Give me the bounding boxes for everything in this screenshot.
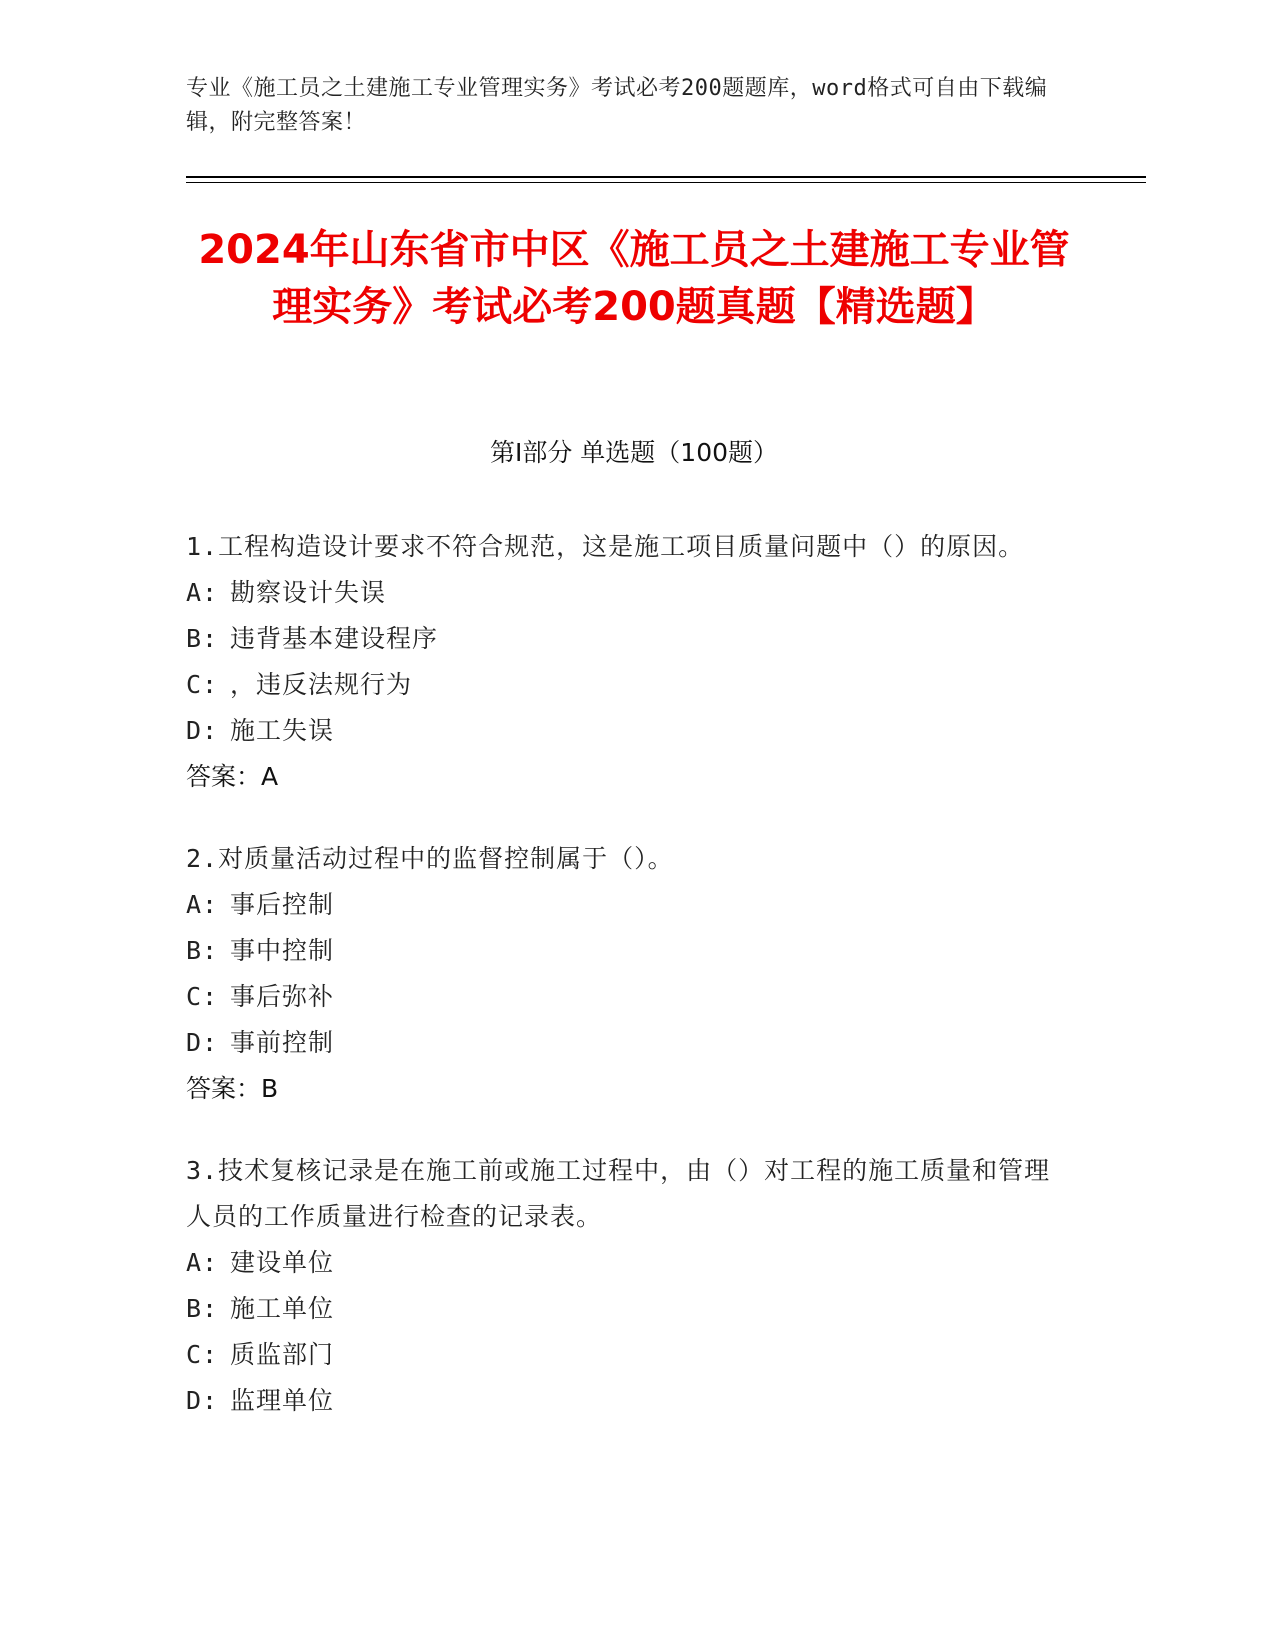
option-d [186,708,1066,754]
option-c [186,974,1066,1020]
question-stem: 3.技术复核记录是在施工前或施工过程中，由（）对工程的施工质量和管理人员的工作质量进行检查的记录表。 [186,1156,1051,1231]
question-stem: 2.对质量活动过程中的监督控制属于（）。 [186,844,674,873]
question-stem: 1.工程构造设计要求不符合规范，这是施工项目质量问题中（）的原因。 [186,532,1025,561]
answer: 答案：B [186,1074,279,1103]
option-b [186,928,1066,974]
document-title: 2024年山东省市中区《施工员之土建施工专业管理实务》考试必考200题真题【精选题】 [198,227,1070,330]
option-key: B: [186,624,219,653]
option-text: 监理单位 [230,1386,335,1415]
section-title: 第I部分 单选题（100题） [489,438,779,467]
option-text: 勘察设计失误 [230,578,387,607]
question-list [186,524,1066,1460]
option-key: C: [186,1340,219,1369]
option-key: B: [186,936,219,965]
question-1 [186,524,1066,800]
option-a [186,882,1066,928]
option-key: D: [186,1028,219,1057]
option-text: 事后控制 [230,890,335,919]
option-text: 建设单位 [230,1248,335,1277]
option-text: ，违反法规行为 [230,670,413,699]
option-text: 事中控制 [230,936,335,965]
option-text: 违背基本建设程序 [230,624,439,653]
option-text: 施工单位 [230,1294,335,1323]
header-note: 专业《施工员之土建施工专业管理实务》考试必考200题题库，word格式可自由下载编辑，附完整答案！ [186,76,1048,135]
option-key: A: [186,890,219,919]
option-key: C: [186,670,219,699]
option-c [186,1332,1066,1378]
option-d [186,1020,1066,1066]
option-key: A: [186,1248,219,1277]
option-a [186,1240,1066,1286]
header-divider-thin [186,182,1146,183]
option-c [186,662,1066,708]
option-key: C: [186,982,219,1011]
option-b [186,1286,1066,1332]
option-key: B: [186,1294,219,1323]
option-text: 施工失误 [230,716,335,745]
option-text: 事后弥补 [230,982,335,1011]
question-2 [186,836,1066,1112]
option-text: 事前控制 [230,1028,335,1057]
option-key: D: [186,1386,219,1415]
header-divider [186,176,1146,178]
option-b [186,616,1066,662]
option-d [186,1378,1066,1424]
option-key: D: [186,716,219,745]
answer: 答案：A [186,762,279,791]
option-a [186,570,1066,616]
option-key: A: [186,578,219,607]
question-3 [186,1148,1066,1424]
option-text: 质监部门 [230,1340,335,1369]
